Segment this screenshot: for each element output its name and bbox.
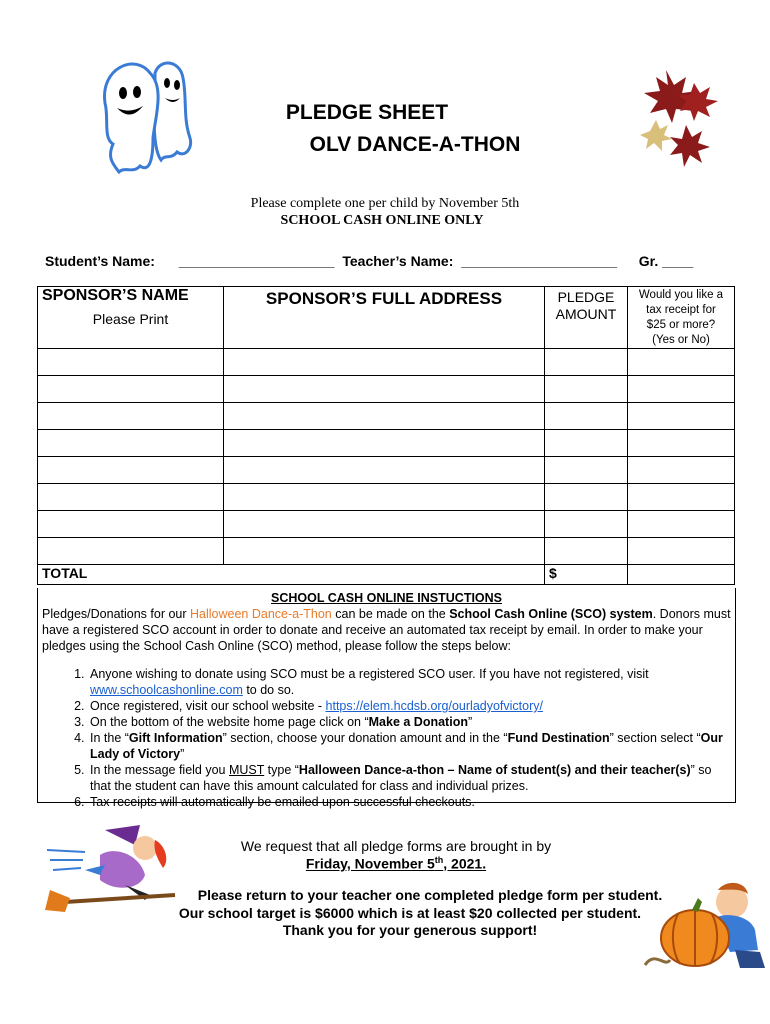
pledge-amount-cell[interactable] (545, 430, 628, 457)
sponsor-address-header: SPONSOR’S FULL ADDRESS (224, 287, 545, 349)
student-name-label: Student’s Name: (45, 253, 155, 269)
sponsor-name-cell[interactable] (38, 457, 224, 484)
total-amount-cell[interactable]: $ (545, 565, 628, 585)
grade-field[interactable]: ____ (662, 253, 694, 269)
instructions-box (37, 588, 736, 809)
instructions-title: SCHOOL CASH ONLINE INSTUCTIONS (270, 591, 503, 605)
sponsor-address-cell[interactable] (224, 376, 545, 403)
pledge-amount-header: PLEDGE AMOUNT (545, 287, 628, 349)
table-row (38, 457, 735, 484)
tax-receipt-cell[interactable] (628, 457, 735, 484)
tax-receipt-cell[interactable] (628, 430, 735, 457)
table-row (38, 349, 735, 376)
list-item: 3. On the bottom of the website home page click on “Make a Donation” (88, 714, 735, 730)
list-item: 2. Once registered, visit our school website - https://elem.hcdsb.org/ourladyofvictory/ (88, 698, 735, 714)
student-info-row (45, 253, 725, 269)
school-website-link[interactable]: https://elem.hcdsb.org/ourladyofvictory/ (325, 699, 543, 713)
pledge-amount-cell[interactable] (545, 349, 628, 376)
table-row (38, 538, 735, 565)
sponsor-address-cell[interactable] (224, 430, 545, 457)
sponsor-address-cell[interactable] (224, 349, 545, 376)
pledge-table (37, 286, 735, 585)
schoolcash-link[interactable]: www.schoolcashonline.com (90, 683, 243, 697)
sponsor-name-cell[interactable] (38, 484, 224, 511)
tax-receipt-cell[interactable] (628, 484, 735, 511)
request-line: We request that all pledge forms are brought in by (240, 838, 552, 854)
instructions-steps (38, 666, 735, 810)
table-row (38, 430, 735, 457)
tax-receipt-cell[interactable] (628, 511, 735, 538)
teacher-name-label: Teacher’s Name: (342, 253, 454, 269)
list-item: 5. In the message field you MUST type “Halloween Dance-a-thon – Name of student(s) and their teacher(s)” so that the student can have this amount calculated for class and individual prizes. (88, 762, 735, 794)
completion-note: Please complete one per child by November 5th (250, 196, 520, 211)
deadline-line: Friday, November 5th, 2021. (305, 855, 487, 872)
sponsor-address-cell[interactable] (224, 511, 545, 538)
table-row (38, 511, 735, 538)
pledge-amount-cell[interactable] (545, 403, 628, 430)
tax-receipt-cell[interactable] (628, 403, 735, 430)
sponsor-name-cell[interactable] (38, 430, 224, 457)
pledge-amount-cell[interactable] (545, 511, 628, 538)
sponsor-address-cell[interactable] (224, 484, 545, 511)
pledge-amount-cell[interactable] (545, 538, 628, 565)
total-label: TOTAL (38, 565, 545, 585)
pledge-table-header (38, 287, 735, 349)
pledge-amount-cell[interactable] (545, 484, 628, 511)
thank-you-line: Thank you for your generous support! (282, 922, 538, 938)
pledge-amount-cell[interactable] (545, 376, 628, 403)
list-item: 1. Anyone wishing to donate using SCO must be a registered SCO user. If you have not registered, visit www.schoolcashonline.com to do so. (88, 666, 735, 698)
payment-note: SCHOOL CASH ONLINE ONLY (280, 213, 484, 228)
student-name-field[interactable]: ____________________ (178, 253, 335, 269)
pledge-amount-cell[interactable] (545, 457, 628, 484)
tax-receipt-header: Would you like a tax receipt for $25 or more? (Yes or No) (628, 287, 735, 349)
sponsor-name-cell[interactable] (38, 376, 224, 403)
page-subtitle-event: OLV DANCE-A-THON (309, 133, 521, 156)
teacher-name-field[interactable]: ____________________ (461, 253, 617, 269)
sponsor-name-cell[interactable] (38, 538, 224, 565)
school-target-line: Our school target is $6000 which is at least $20 collected per student. (178, 905, 642, 921)
sponsor-address-cell[interactable] (224, 457, 545, 484)
table-row (38, 484, 735, 511)
sponsor-name-cell[interactable] (38, 349, 224, 376)
table-row (38, 376, 735, 403)
total-row (38, 565, 735, 585)
table-row (38, 403, 735, 430)
list-item: 4. In the “Gift Information” section, choose your donation amount and in the “Fund Destination” section select “Our Lady of Victory” (88, 730, 735, 762)
sponsor-name-cell[interactable] (38, 511, 224, 538)
tax-receipt-cell[interactable] (628, 349, 735, 376)
sponsor-address-cell[interactable] (224, 538, 545, 565)
tax-receipt-cell[interactable] (628, 538, 735, 565)
tax-receipt-cell[interactable] (628, 376, 735, 403)
total-blank-cell (628, 565, 735, 585)
return-instruction: Please return to your teacher one completed pledge form per student. (197, 887, 663, 903)
sponsor-name-header: SPONSOR’S NAME Please Print (38, 287, 224, 349)
page-title: PLEDGE SHEET (285, 101, 449, 124)
list-item: 6. Tax receipts will automatically be emailed upon successful checkouts. (88, 794, 735, 810)
instructions-intro: Pledges/Donations for our Halloween Dance-a-Thon can be made on the School Cash Online (SCO) system. Donors must have a registered SCO account in order to donate and receive an automated tax receipt by email. In order to make your pledges using the School Cash Online (SCO) method, please follow the steps below: (42, 607, 731, 653)
grade-label: Gr. (638, 253, 659, 269)
sponsor-name-cell[interactable] (38, 403, 224, 430)
sponsor-address-cell[interactable] (224, 403, 545, 430)
